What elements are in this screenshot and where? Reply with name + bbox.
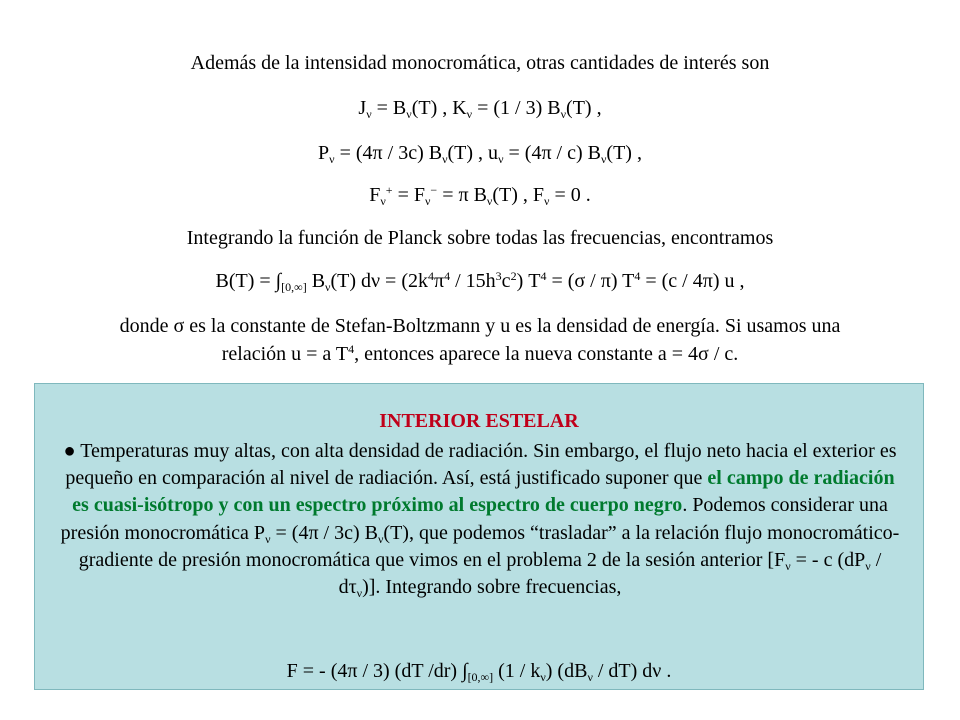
paragraph-line-1: donde σ es la constante de Stefan-Boltzmann y u es la densidad de energía. Si usamos una bbox=[119, 315, 841, 337]
integrate-text: Integrando la función de Planck sobre todas las frecuencias, encontramos bbox=[186, 227, 774, 249]
paragraph-line-2: relación u = a $T^4$, entonces aparece la nueva constante a = 4σ / c. bbox=[221, 342, 739, 365]
box-title: INTERIOR ESTELAR bbox=[379, 410, 579, 432]
equation-planck-integral: $B(T) = \int_{[0,\infty]}$ $B_\nu(T) d\nu = (2k^4\pi^4 / 15h^3c^2) T^4 = (\sigma / \pi) T^4 = (c / 4\pi)$ u , bbox=[215, 269, 745, 294]
bullet-icon: ● bbox=[63, 440, 76, 462]
flux-equation: F = - (4π / 3) (dT /dr) $\int_{[0,\infty]}$ $(1 / k_\nu)$ $(dB_\nu / dT)$ dν . bbox=[286, 660, 672, 684]
stellar-interior-box bbox=[34, 383, 924, 690]
box-body: ● Temperaturas muy altas, con alta densidad de radiación. Sin embargo, el flujo neto hacia el exterior es pequeño en comparación al nivel de radiación. Así, está justificado suponer que el campo de radiación es cuasi-isótropo y con un espectro próximo al espectro de cuerpo negro. Podemos considerar una presión monocromática $P_\nu = (4\pi / 3c)$ $B_\nu(T)$, que podemos “trasladar” a la relación flujo monocromático-gradiente de presión monocromática que vimos en el problema 2 de la sesión anterior [$F_\nu$ = - c $(dP_\nu / d\tau_\nu)$]. Integrando sobre frecuencias, bbox=[60, 440, 900, 601]
highlight-text: el campo de radiación es cuasi-isótropo y con un espectro próximo al espectro de cuerpo negro bbox=[72, 467, 895, 517]
intro-text: Además de la intensidad monocromática, otras cantidades de interés son bbox=[190, 52, 770, 74]
equation-j-k: $J_\nu = B_\nu(T)$ , $K_\nu = (1 / 3)$ $B_\nu(T)$ , bbox=[358, 97, 602, 121]
equation-p-u: $P_\nu = (4\pi / 3c)$ $B_\nu(T)$ , $u_\nu = (4\pi / c)$ $B_\nu(T)$ , bbox=[318, 142, 642, 166]
equation-flux: $F_\nu^+ = F_\nu^- = \pi$ $B_\nu(T)$ , $F_\nu = 0$ . bbox=[369, 183, 591, 208]
